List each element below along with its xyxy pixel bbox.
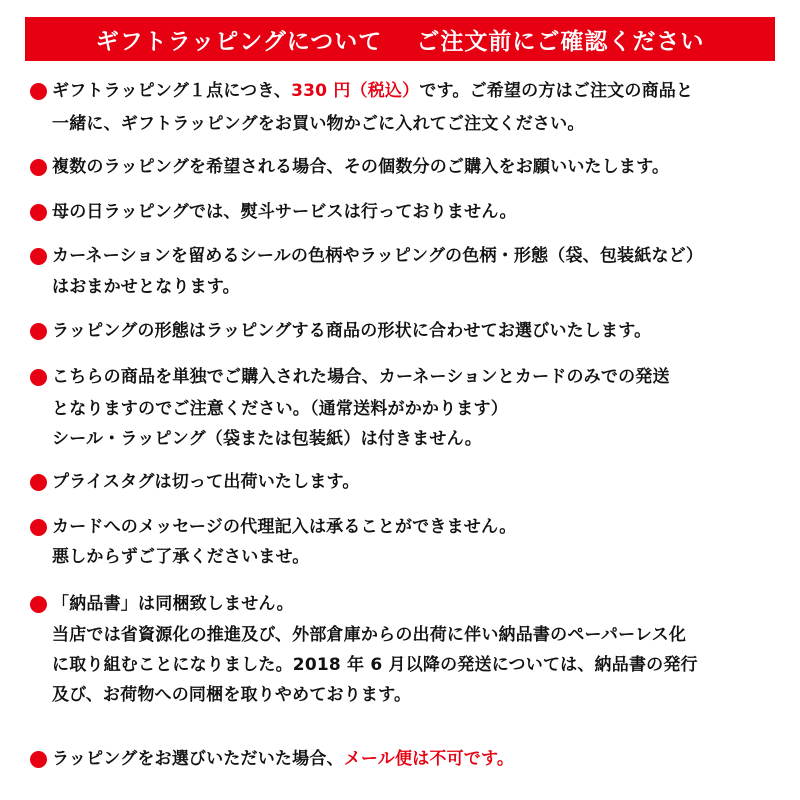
note-line: カーネーションを留めるシールの色柄やラッピングの色柄・形態（袋、包装紙など） (52, 246, 704, 266)
note-line: カードへのメッセージの代理記入は承ることができません。 (52, 517, 517, 537)
note-line: 及び、お荷物への同梱を取りやめております。 (52, 685, 412, 705)
bullet-icon (30, 323, 47, 340)
page-title-part-2: ご注文前にご確認ください (416, 28, 705, 55)
page-title-part-1: ギフトラッピングについて (95, 28, 383, 55)
highlight-text: メール便は不可です。 (343, 749, 515, 769)
note-line: こちらの商品を単独でご購入された場合、カーネーションとカードのみでの発送 (52, 367, 670, 387)
highlight-text: 330 円（税込） (291, 81, 420, 101)
note-text: ギフトラッピング１点につき、 (52, 81, 292, 101)
note-text: です。ご希望の方はご注文の商品と (419, 81, 694, 101)
bullet-icon (30, 159, 47, 176)
note-line: プライスタグは切って出荷いたします。 (52, 472, 360, 492)
bullet-icon (30, 596, 47, 613)
note-line (52, 748, 514, 770)
note-line: 一緒に、ギフトラッピングをお買い物かごに入れてご注文ください。 (52, 114, 585, 134)
bullet-icon (30, 204, 47, 221)
page-title-banner (25, 17, 775, 61)
note-line: 母の日ラッピングでは、熨斗サービスは行っておりません。 (52, 202, 517, 222)
note-line: ラッピングの形態はラッピングする商品の形状に合わせてお選びいたします。 (52, 321, 652, 341)
note-line: 悪しからずご了承くださいませ。 (52, 547, 310, 567)
bullet-icon (30, 248, 47, 265)
bullet-icon (30, 474, 47, 491)
bullet-icon (30, 369, 47, 386)
bullet-icon (30, 519, 47, 536)
note-line: 複数のラッピングを希望される場合、その個数分のご購入をお願いいたします。 (52, 157, 670, 177)
note-text: ラッピングをお選びいただいた場合、 (52, 749, 344, 769)
note-line: はおまかせとなります。 (52, 277, 240, 297)
bullet-icon (30, 751, 47, 768)
note-line: に取り組むことになりました。2018 年 6 月以降の発送については、納品書の発行 (52, 655, 698, 675)
bullet-icon (30, 83, 47, 100)
note-line: 「納品書」は同梱致しません。 (52, 594, 294, 614)
note-line: 当店では省資源化の推進及び、外部倉庫からの出荷に伴い納品書のペーパーレス化 (52, 625, 687, 645)
note-line: シール・ラッピング（袋または包装紙）は付きません。 (52, 429, 482, 449)
note-line: となりますのでご注意ください。（通常送料がかかります） (52, 399, 508, 419)
note-line (52, 80, 693, 102)
